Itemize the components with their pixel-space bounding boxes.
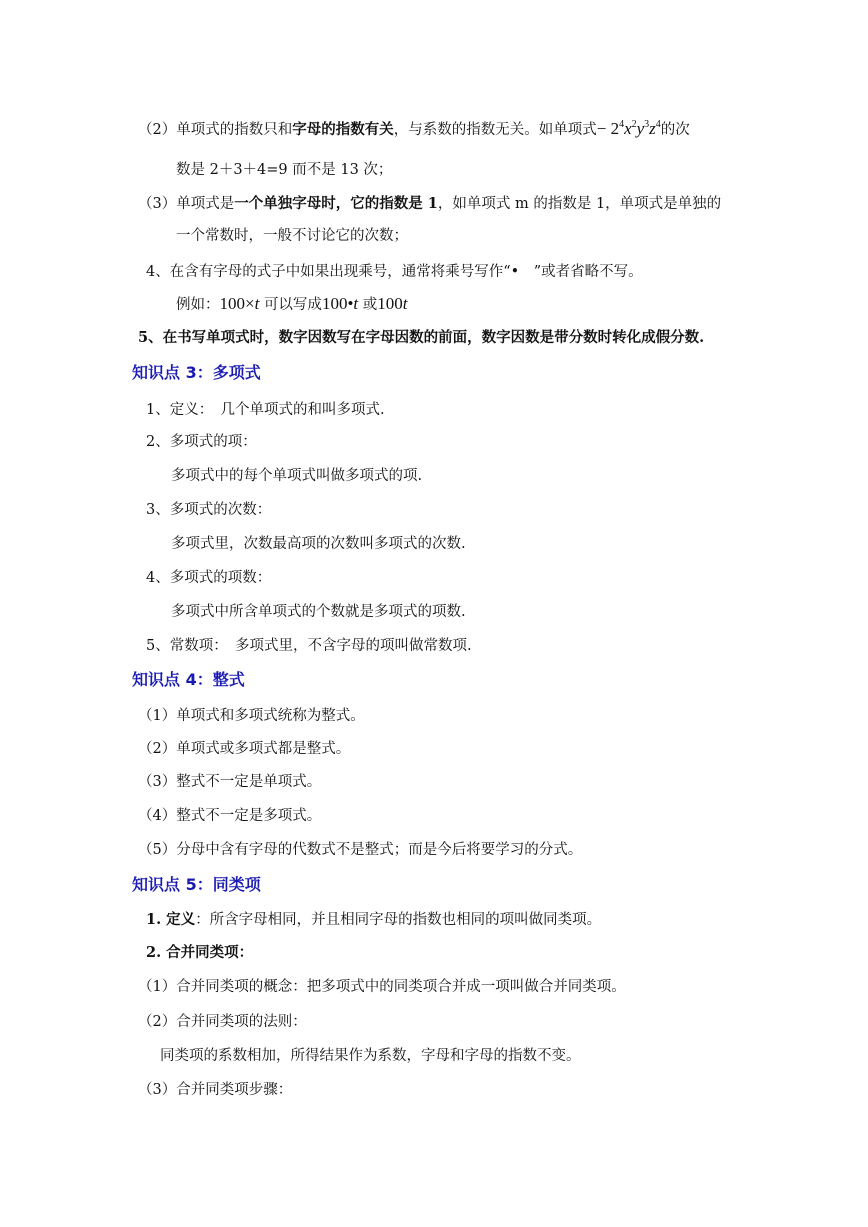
heading-kp5: 知识点 5：同类项 [132,875,261,894]
kp5-line: （2）合并同类项的法则： [138,1014,307,1030]
kp4-line: （1）单项式和多项式统称为整式。 [138,708,365,724]
kp3-line: 多项式里，次数最高项的次数叫多项式的次数. [171,536,466,552]
monomial-formula: − $2^4x^2y^3z^4$ [596,119,661,138]
kp4-line: （3）整式不一定是单项式。 [138,774,322,790]
heading-kp3: 知识点 3：多项式 [132,363,261,382]
kp4-line: （5）分母中含有字母的代数式不是整式；而是今后将要学习的分式。 [138,842,583,858]
kp3-line: 多项式中所含单项式的个数就是多项式的项数. [171,604,466,620]
kp4-line: （2）单项式或多项式都是整式。 [138,741,351,757]
kp4-line: （4）整式不一定是多项式。 [138,808,322,824]
multiplication-example: 例如：100×t 可以写成100•t 或100t [176,294,408,313]
monomial-degree-rule-3-cont: 一个常数时，一般不讨论它的次数； [176,228,408,244]
monomial-degree-rule-2: （2）单项式的指数只和字母的指数有关，与系数的指数无关。如单项式− $2^4x^2y^3z^4$的次 [138,119,690,138]
monomial-writing-rule: 5、在书写单项式时，数字因数写在字母因数的前面，数字因数是带分数时转化成假分数. [138,329,705,346]
heading-kp4: 知识点 4：整式 [132,670,245,689]
kp3-line: 3、多项式的次数： [146,502,272,518]
kp3-line: 1、定义： 几个单项式的和叫多项式. [146,402,385,418]
kp5-line: （3）合并同类项步骤： [138,1082,293,1098]
multiplication-sign-rule: 4、在含有字母的式子中如果出现乘号，通常将乘号写作“• ”或者省略不写。 [146,264,643,280]
kp3-line: 多项式中的每个单项式叫做多项式的项. [171,468,423,484]
bold-phrase: 一个单独字母时，它的指数是 1 [234,195,438,212]
kp5-line: 同类项的系数相加，所得结果作为系数，字母和字母的指数不变。 [160,1048,581,1064]
bold-phrase: 字母的指数有关 [292,121,394,138]
kp3-line: 2、多项式的项： [146,434,257,450]
kp5-line: （1）合并同类项的概念：把多项式中的同类项合并成一项叫做合并同类项。 [138,979,626,995]
monomial-degree-rule-2-cont: 数是 2＋3＋4=9 而不是 13 次； [176,162,393,178]
kp3-line: 5、常数项： 多项式里，不含字母的项叫做常数项. [146,638,472,654]
monomial-degree-rule-3: （3）单项式是一个单独字母时，它的指数是 1，如单项式 m 的指数是 1，单项式是单独的 [138,195,722,212]
kp5-merge-title: 2. 合并同类项： [146,944,254,961]
kp5-definition: 1. 定义：所含字母相同，并且相同字母的指数也相同的项叫做同类项。 [146,911,602,928]
kp3-line: 4、多项式的项数： [146,570,272,586]
